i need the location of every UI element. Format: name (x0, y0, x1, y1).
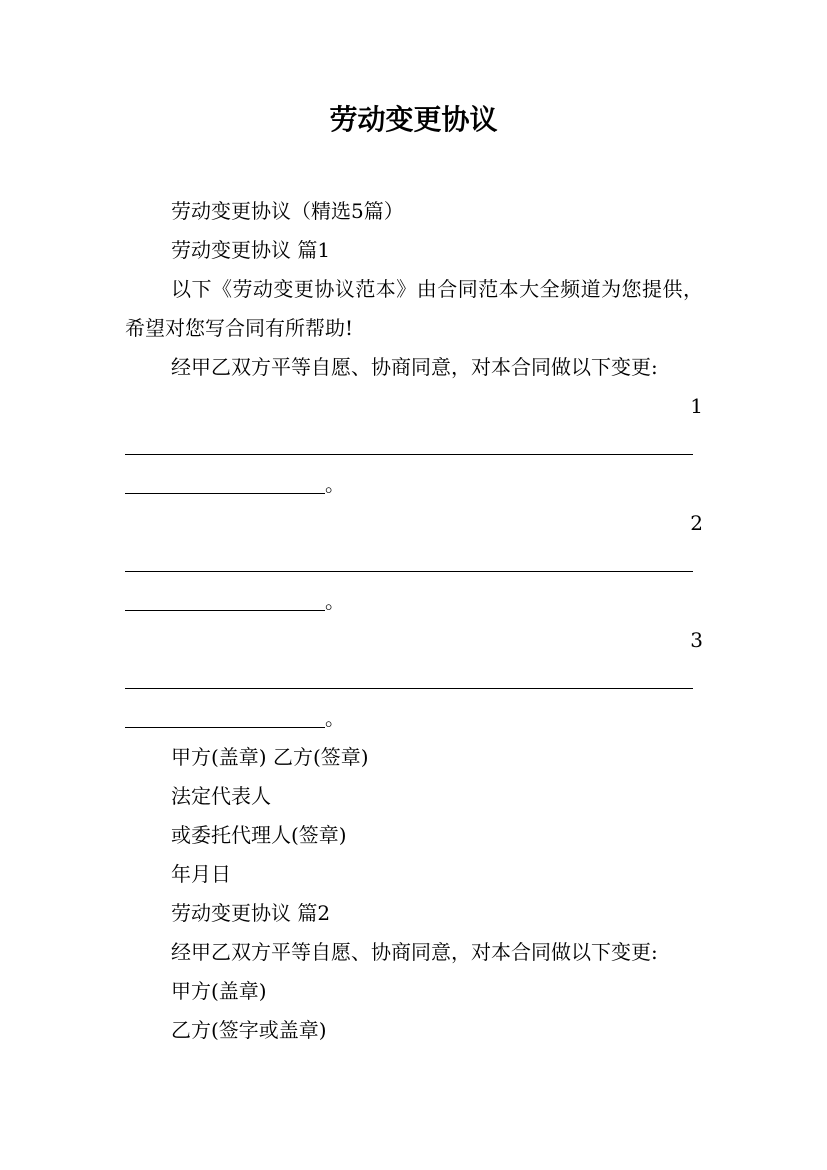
blank-line (125, 727, 325, 728)
blank-line (125, 493, 325, 494)
party-a-b-seal: 甲方(盖章) 乙方(签章) (171, 745, 369, 769)
item1-blank-short (125, 465, 703, 504)
item2-blank-short (125, 582, 703, 621)
document-body (125, 192, 703, 1050)
agreement-line: 经甲乙双方平等自愿、协商同意，对本合同做以下变更: (171, 355, 658, 379)
blank-end: 。 (325, 706, 345, 730)
blank-line (125, 454, 693, 455)
agreement-line-2: 经甲乙双方平等自愿、协商同意，对本合同做以下变更: (171, 940, 658, 964)
party-a-seal: 甲方(盖章) (171, 979, 267, 1003)
item1-number: 1 (690, 394, 703, 418)
date-line: 年月日 (171, 862, 231, 886)
party-b-seal: 乙方(签字或盖章) (171, 1018, 327, 1042)
intro-paragraph: 以下《劳动变更协议范本》由合同范本大全频道为您提供，希望对您写合同有所帮助! (125, 277, 703, 340)
item3-number: 3 (690, 628, 703, 652)
legal-representative: 法定代表人 (171, 784, 271, 808)
blank-line (125, 610, 325, 611)
document-title: 劳动变更协议 (329, 103, 498, 136)
authorized-agent: 或委托代理人(签章) (171, 823, 347, 847)
blank-end: 。 (325, 589, 345, 613)
item2-blank-full (125, 543, 703, 582)
item3-blank-short (125, 699, 703, 738)
item3-blank-full (125, 660, 703, 699)
item1-blank-full (125, 426, 703, 465)
subtitle-line: 劳动变更协议（精选5篇） (171, 199, 404, 223)
item2-number: 2 (690, 511, 703, 535)
blank-line (125, 571, 693, 572)
section1-heading: 劳动变更协议 篇1 (171, 238, 331, 262)
blank-line (125, 688, 693, 689)
blank-end: 。 (325, 472, 345, 496)
section2-heading: 劳动变更协议 篇2 (171, 901, 331, 925)
